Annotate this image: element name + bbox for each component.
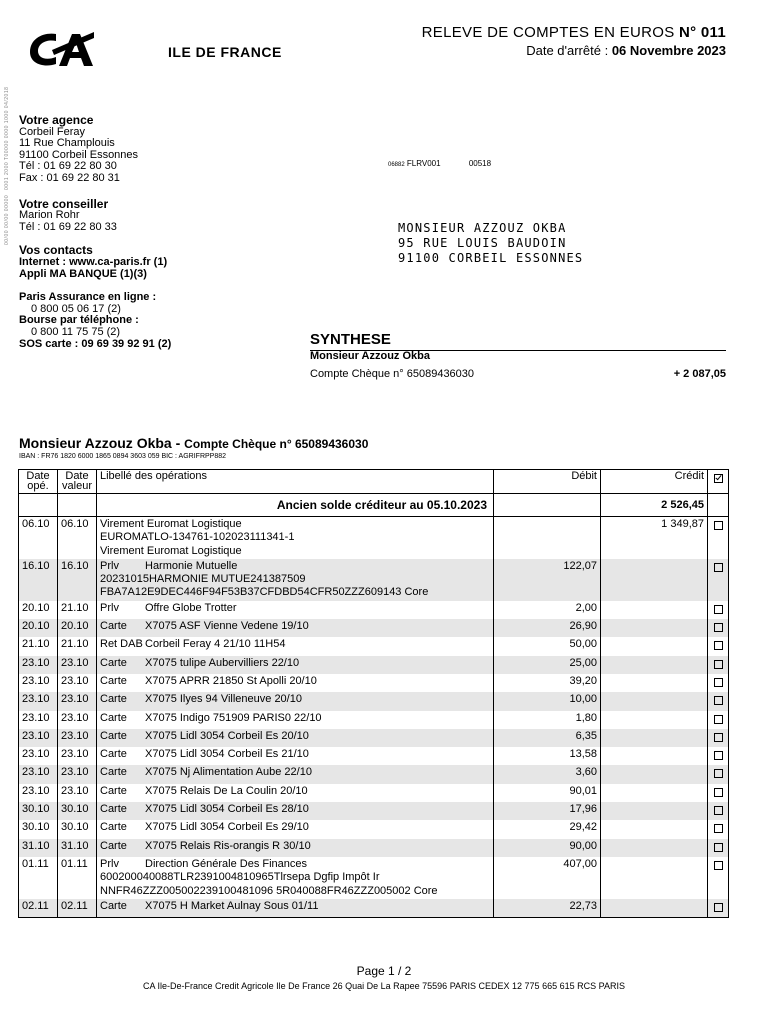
row-credit [601, 765, 708, 783]
row-date-valeur: 06.10 [58, 517, 97, 559]
row-libelle-line [100, 858, 490, 871]
table-row [19, 517, 729, 559]
checkbox-icon[interactable] [714, 751, 723, 760]
checkbox-icon[interactable] [714, 824, 723, 833]
row-date-valeur: 23.10 [58, 747, 97, 765]
row-op-text: X7075 Indigo 751909 PARIS0 22/10 [145, 711, 322, 724]
row-date-ope: 23.10 [19, 784, 58, 802]
row-libelle [97, 820, 494, 838]
row-libelle [97, 637, 494, 655]
row-debit: 1,80 [494, 711, 601, 729]
table-row [19, 765, 729, 783]
row-date-valeur: 30.10 [58, 820, 97, 838]
row-libelle-line: FBA7A12E9DEC446F94F53B37CFDBD54CFR50ZZZ609143 Core [100, 586, 429, 599]
row-date-valeur: 01.11 [58, 857, 97, 899]
row-libelle-line [100, 730, 490, 743]
row-check [708, 729, 729, 747]
account-holder: Monsieur Azzouz Okba - [19, 435, 185, 451]
row-date-valeur: 23.10 [58, 711, 97, 729]
row-libelle-line [100, 693, 490, 706]
row-libelle [97, 784, 494, 802]
account-number: Compte Chèque n° 65089436030 [184, 437, 369, 451]
advisor-block [19, 196, 279, 234]
row-libelle-line [100, 675, 490, 688]
row-check [708, 711, 729, 729]
row-debit: 3,60 [494, 765, 601, 783]
row-libelle-line [100, 900, 490, 913]
row-credit [601, 601, 708, 619]
row-libelle [97, 619, 494, 637]
row-date-ope: 16.10 [19, 559, 58, 601]
row-libelle-line [100, 748, 490, 761]
row-debit: 90,00 [494, 839, 601, 857]
statement-number: N° 011 [679, 24, 726, 41]
row-date-ope: 23.10 [19, 692, 58, 710]
table-row [19, 711, 729, 729]
assurance-label: Paris Assurance en ligne : [19, 291, 157, 304]
row-op-text: Corbeil Feray 4 21/10 11H54 [145, 638, 286, 651]
checkbox-icon[interactable] [714, 843, 723, 852]
internet-link[interactable]: Internet : www.ca-paris.fr (1) [19, 255, 168, 268]
row-op-type: Carte [100, 821, 127, 834]
opening-label: Ancien solde créditeur au 05.10.2023 [97, 494, 494, 517]
mail-reference [388, 159, 491, 168]
row-debit: 39,20 [494, 674, 601, 692]
row-op-text: Direction Générale Des Finances [145, 857, 308, 870]
checkbox-icon[interactable] [714, 696, 723, 705]
table-row [19, 784, 729, 802]
row-op-type: Carte [100, 729, 127, 742]
checked-box-icon[interactable] [714, 474, 723, 483]
row-debit: 22,73 [494, 899, 601, 918]
row-op-type: Carte [100, 748, 127, 761]
checkbox-icon[interactable] [714, 521, 723, 530]
advisor-heading: Votre conseiller [19, 196, 109, 211]
sos-card: SOS carte : 09 69 39 92 91 (2) [19, 337, 172, 350]
table-row [19, 802, 729, 820]
row-debit [494, 517, 601, 559]
checkbox-icon[interactable] [714, 641, 723, 650]
row-check [708, 692, 729, 710]
bourse-phone: 0 800 11 75 75 (2) [31, 325, 121, 338]
row-credit [601, 692, 708, 710]
agency-heading: Votre agence [19, 113, 94, 127]
row-libelle-line: NNFR46ZZZ005002239100481096 5R040088FR46ZZZ005002 Core [100, 884, 438, 897]
row-libelle [97, 899, 494, 918]
row-op-type: Prlv [100, 601, 119, 614]
row-debit: 122,07 [494, 559, 601, 601]
header-check [708, 470, 729, 494]
row-credit [601, 899, 708, 918]
row-date-valeur: 23.10 [58, 692, 97, 710]
row-libelle [97, 857, 494, 899]
row-op-type: Prlv [100, 559, 119, 572]
row-libelle [97, 559, 494, 601]
row-debit: 17,96 [494, 802, 601, 820]
row-libelle-line [100, 620, 490, 633]
row-date-ope: 23.10 [19, 765, 58, 783]
row-credit [601, 674, 708, 692]
row-libelle-line [100, 803, 490, 816]
row-credit [601, 619, 708, 637]
row-libelle-line: EUROMATLO-134761-102023111341-1 [100, 531, 295, 544]
advisor-phone: Tél : 01 69 22 80 33 [19, 220, 117, 233]
statement-date-value: 06 Novembre 2023 [611, 43, 726, 58]
row-check [708, 517, 729, 559]
row-op-type: Carte [100, 656, 127, 669]
row-op-type: Ret DAB [100, 638, 143, 651]
row-libelle [97, 839, 494, 857]
checkbox-icon[interactable] [714, 605, 723, 614]
row-credit [601, 820, 708, 838]
operations-table [18, 469, 729, 918]
statement-title-text: RELEVE DE COMPTES EN EUROS [421, 24, 675, 41]
opening-check [708, 494, 729, 517]
row-date-ope: 23.10 [19, 747, 58, 765]
synthese-account: Compte Chèque n° 65089436030 [310, 368, 475, 380]
row-libelle-line [100, 560, 490, 573]
synthese-title: SYNTHESE [310, 331, 391, 348]
bourse-label: Bourse par téléphone : [19, 314, 139, 327]
header-date-valeur: Date valeur [58, 470, 97, 494]
row-op-text: X7075 Ilyes 94 Villeneuve 20/10 [145, 693, 302, 706]
row-date-ope: 02.11 [19, 899, 58, 918]
recipient-address [398, 221, 583, 266]
row-credit [601, 729, 708, 747]
row-op-text: X7075 Lidl 3054 Corbeil Es 21/10 [145, 748, 309, 761]
row-credit [601, 711, 708, 729]
row-credit: 1 349,87 [601, 517, 708, 559]
checkbox-icon[interactable] [714, 563, 723, 572]
row-date-valeur: 21.10 [58, 601, 97, 619]
statement-date-label: Date d'arrêté : [526, 43, 612, 58]
table-header-row [19, 470, 729, 494]
recipient-street: 95 RUE LOUIS BAUDOIN [398, 236, 567, 250]
table-row [19, 857, 729, 899]
checkbox-icon[interactable] [714, 903, 723, 912]
agency-fax: Fax : 01 69 22 80 31 [19, 171, 120, 184]
row-op-text: X7075 Relais De La Coulin 20/10 [145, 784, 308, 797]
row-date-valeur: 23.10 [58, 729, 97, 747]
row-date-valeur: 20.10 [58, 619, 97, 637]
agency-line: Corbeil Feray [19, 125, 86, 138]
row-debit: 50,00 [494, 637, 601, 655]
row-libelle [97, 517, 494, 559]
row-check [708, 559, 729, 601]
row-date-ope: 01.11 [19, 857, 58, 899]
row-libelle-line [100, 766, 490, 779]
table-row [19, 637, 729, 655]
row-date-valeur: 23.10 [58, 784, 97, 802]
table-row [19, 559, 729, 601]
row-date-ope: 31.10 [19, 839, 58, 857]
row-libelle-line: Virement Euromat Logistique [100, 518, 242, 530]
row-date-valeur: 31.10 [58, 839, 97, 857]
row-credit [601, 839, 708, 857]
row-debit: 10,00 [494, 692, 601, 710]
statement-title [422, 24, 726, 41]
row-date-ope: 23.10 [19, 656, 58, 674]
app-label: Appli MA BANQUE (1)(3) [19, 267, 147, 280]
advisor-name: Marion Rohr [19, 209, 80, 222]
checkbox-icon[interactable] [714, 788, 723, 797]
row-op-text: X7075 Lidl 3054 Corbeil Es 20/10 [145, 729, 309, 742]
row-credit [601, 802, 708, 820]
table-row [19, 601, 729, 619]
row-date-ope: 30.10 [19, 820, 58, 838]
row-libelle [97, 802, 494, 820]
row-check [708, 637, 729, 655]
table-row [19, 674, 729, 692]
synthese-holder: Monsieur Azzouz Okba [310, 350, 430, 362]
table-row [19, 619, 729, 637]
ref-code: FLRV001 [406, 159, 441, 168]
row-libelle-line [100, 712, 490, 725]
checkbox-icon[interactable] [714, 806, 723, 815]
contacts-heading: Vos contacts [19, 243, 93, 258]
row-date-valeur: 23.10 [58, 656, 97, 674]
page-number: Page 1 / 2 [356, 964, 412, 978]
row-debit: 407,00 [494, 857, 601, 899]
row-check [708, 802, 729, 820]
row-debit: 26,90 [494, 619, 601, 637]
contact-column [19, 115, 279, 350]
row-date-ope: 20.10 [19, 619, 58, 637]
checkbox-icon[interactable] [714, 733, 723, 742]
bank-region: ILE DE FRANCE [168, 44, 282, 60]
row-date-valeur: 23.10 [58, 765, 97, 783]
account-title [19, 435, 368, 451]
ref-num: 00518 [468, 159, 492, 168]
opening-debit [494, 494, 601, 517]
row-op-type: Carte [100, 803, 127, 816]
row-date-valeur: 02.11 [58, 899, 97, 918]
statement-date [526, 43, 726, 58]
agency-phone: Tél : 01 69 22 80 30 [19, 160, 117, 173]
row-debit: 13,58 [494, 747, 601, 765]
opening-credit: 2 526,45 [601, 494, 708, 517]
row-libelle [97, 656, 494, 674]
row-op-text: X7075 Lidl 3054 Corbeil Es 29/10 [145, 821, 309, 834]
checkbox-icon[interactable] [714, 660, 723, 669]
row-op-text: X7075 Lidl 3054 Corbeil Es 28/10 [145, 803, 309, 816]
credit-agricole-logo [26, 28, 96, 72]
row-date-ope: 23.10 [19, 674, 58, 692]
opening-empty [19, 494, 58, 517]
row-libelle [97, 765, 494, 783]
row-date-valeur: 21.10 [58, 637, 97, 655]
row-libelle [97, 711, 494, 729]
table-row [19, 692, 729, 710]
row-libelle-line [100, 785, 490, 798]
row-libelle-line [100, 638, 490, 651]
table-row [19, 820, 729, 838]
row-check [708, 784, 729, 802]
side-code-1: 0001 2000 T00000 0000 1000 04/2018 [4, 86, 10, 190]
row-check [708, 619, 729, 637]
table-row [19, 747, 729, 765]
row-op-text: X7075 APRR 21850 St Apolli 20/10 [145, 674, 317, 687]
row-op-type: Carte [100, 711, 127, 724]
row-check [708, 765, 729, 783]
row-libelle-line: Virement Euromat Logistique [100, 544, 242, 557]
row-credit [601, 559, 708, 601]
row-libelle-line [100, 821, 490, 834]
agency-line: 91100 Corbeil Essonnes [19, 148, 139, 161]
row-debit: 25,00 [494, 656, 601, 674]
row-libelle [97, 692, 494, 710]
checkbox-icon[interactable] [714, 623, 723, 632]
assurance-phone: 0 800 05 06 17 (2) [31, 302, 121, 315]
row-check [708, 656, 729, 674]
row-date-ope: 20.10 [19, 601, 58, 619]
row-op-type: Carte [100, 839, 127, 852]
row-op-type: Carte [100, 899, 127, 912]
row-credit [601, 656, 708, 674]
iban-line: IBAN : FR76 1820 6000 1865 0894 3603 059 BIC : AGRIFRPP882 [19, 453, 227, 460]
row-libelle [97, 601, 494, 619]
row-debit: 29,42 [494, 820, 601, 838]
row-debit: 6,35 [494, 729, 601, 747]
row-op-text: X7075 tulipe Aubervilliers 22/10 [145, 656, 300, 669]
row-date-ope: 23.10 [19, 711, 58, 729]
side-code-2: 00/00 00/00 00000 [4, 194, 10, 245]
row-date-valeur: 16.10 [58, 559, 97, 601]
header-date-ope: Date opé. [19, 470, 58, 494]
row-credit [601, 784, 708, 802]
row-op-type: Carte [100, 674, 127, 687]
agency-block [19, 115, 279, 185]
legal-footer: CA Ile-De-France Credit Agricole Ile De France 26 Quai De La Rapee 75596 PARIS CEDEX 12 775 665 615 RCS PARIS [143, 981, 625, 991]
row-libelle [97, 747, 494, 765]
checkbox-icon[interactable] [714, 678, 723, 687]
row-op-text: X7075 Nj Alimentation Aube 22/10 [145, 766, 312, 779]
row-check [708, 839, 729, 857]
row-op-text: X7075 ASF Vienne Vedene 19/10 [145, 620, 309, 633]
row-debit: 90,01 [494, 784, 601, 802]
header-debit: Débit [494, 470, 601, 494]
opening-empty [58, 494, 97, 517]
row-credit [601, 637, 708, 655]
row-op-type: Carte [100, 693, 127, 706]
row-check [708, 899, 729, 918]
row-check [708, 820, 729, 838]
checkbox-icon[interactable] [714, 769, 723, 778]
header-libelle: Libellé des opérations [97, 470, 494, 494]
phone-services [19, 292, 279, 350]
row-check [708, 857, 729, 899]
row-op-text: X7075 Relais Ris-orangis R 30/10 [145, 839, 311, 852]
row-libelle-line [100, 657, 490, 670]
row-op-text: Offre Globe Trotter [145, 601, 237, 614]
table-row [19, 656, 729, 674]
row-date-ope: 21.10 [19, 637, 58, 655]
row-check [708, 747, 729, 765]
row-date-valeur: 30.10 [58, 802, 97, 820]
recipient-city: 91100 CORBEIL ESSONNES [398, 251, 584, 265]
recipient-name: MONSIEUR AZZOUZ OKBA [398, 221, 567, 235]
row-date-ope: 23.10 [19, 729, 58, 747]
row-libelle [97, 674, 494, 692]
contacts-block [19, 245, 279, 280]
row-op-type: Carte [100, 766, 127, 779]
row-credit [601, 747, 708, 765]
checkbox-icon[interactable] [714, 715, 723, 724]
row-libelle-line: 600200040088TLR2391004810965Tlrsepa Dgfip Impôt Ir [100, 871, 380, 884]
row-libelle-line: 20231015HARMONIE MUTUE241387509 [100, 573, 306, 586]
row-date-ope: 30.10 [19, 802, 58, 820]
row-debit: 2,00 [494, 601, 601, 619]
ref-code-small: 06882 [388, 162, 405, 168]
row-libelle [97, 729, 494, 747]
row-op-text: X7075 H Market Aulnay Sous 01/11 [145, 899, 319, 912]
synthese-amount: + 2 087,05 [673, 368, 726, 380]
row-op-type: Carte [100, 620, 127, 633]
table-row [19, 729, 729, 747]
opening-balance-row [19, 494, 729, 517]
header-credit: Crédit [601, 470, 708, 494]
row-date-valeur: 23.10 [58, 674, 97, 692]
row-check [708, 674, 729, 692]
row-date-ope: 06.10 [19, 517, 58, 559]
table-row [19, 839, 729, 857]
row-libelle-line [100, 602, 490, 615]
checkbox-icon[interactable] [714, 861, 723, 870]
row-op-text: Harmonie Mutuelle [145, 559, 238, 572]
row-credit [601, 857, 708, 899]
row-op-type: Prlv [100, 857, 119, 870]
table-row [19, 899, 729, 918]
agency-line: 11 Rue Champlouis [19, 137, 115, 150]
row-libelle-line [100, 840, 490, 853]
row-check [708, 601, 729, 619]
row-op-type: Carte [100, 784, 127, 797]
